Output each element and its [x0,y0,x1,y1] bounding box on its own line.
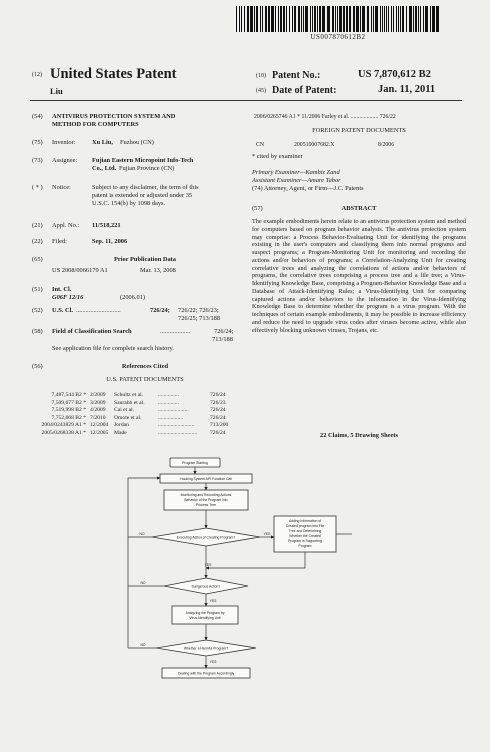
appl-tag: (21) [32,222,43,229]
label-monitor-2: Behavior of the Program into [184,498,228,502]
reference-date: 2/2009 [90,392,106,398]
assistant-examiner: Assistant Examiner—Amare Tabor [252,177,341,184]
label-program-starting: Program Starting [182,461,208,465]
doc-type: United States Patent [50,66,177,82]
uscl-tag: (52) [32,307,43,314]
notice-label: Notice: [52,184,71,191]
date-label: Date of Patent: [272,85,337,96]
reference-date: 7/2010 [90,414,106,421]
reference-name: Schultz et al. [114,392,144,398]
reference-dots: ............... [158,399,179,406]
reference-num: 7,487,544 B2 * [51,392,86,398]
filed-label: Filed: [52,238,67,245]
reference-date: 4/2009 [90,407,106,413]
intcl-code: G06F 12/16 [52,294,84,301]
prior-tag: (65) [32,256,43,263]
intcl-label: Int. Cl. [52,286,72,293]
reference-date: 12/2005 [90,429,109,436]
node-analyzing [172,606,238,624]
label-monitor-1: Monitoring and Recording Actions [180,493,232,497]
label-adding-2: Created program into File [285,524,325,528]
abstract-body: The example embodiments herein relate to an antivirus protection system and method for computers based on program behavior analysis. The antivirus protection system may comprise: a Process Behavior-Evaluating Unit for identifying the programs existing in the user's computers and classifying them into normal programs and suspect programs; a Program-Monitoring Unit for monitoring and recording the actions and/or behaviors of programs; a Correlation-Analyzing Unit for creating correlative trees and analyzing the correlations of actions and/or behaviors of programs, the correlative trees comprising a process tree and a file tree; a Virus-Identifying Knowledge Base, comprising a Program-Behavior Knowledge Base and a Database of Attack-Identifying Rules; a Virus-Identifying Unit for comparing captured actions and/or behaviors to the information in the Virus-Identifying Knowledge Base to determine whether the program is a virus program. With the techniques of certain example embodiments, it may be possible to increase efficiency and reduce the need to upgrade virus codes after viruses become active, while also effectively blocking unknown viruses, Trojans, etc. [252,218,466,334]
uscl-main: 726/24; [150,307,170,314]
field-tag: (58) [32,328,43,335]
abstract-heading: ABSTRACT [341,205,377,212]
field-label: Field of Classification Search [52,328,132,335]
reference-cls: 726/24 [210,429,226,436]
reference-date: 3/2009 [90,399,106,406]
label-yes-exec: YES [263,532,271,536]
reference-num: 7,509,677 B2 * [51,399,86,406]
label-analyzing-1: Analyzing the Program by [185,611,225,615]
uscl-rest-2: 726/25; 713/188 [178,315,221,322]
uscl-dots: ............................ [76,307,121,314]
reference-name: Made [114,429,127,436]
reference-dots: ...................... [158,407,189,413]
label-yes-3: YES [209,660,217,664]
label-hooking: Hooking System API Function Call [180,477,232,481]
reference-dots: ............... [158,392,179,398]
patent-date: Jan. 11, 2011 [378,84,436,95]
label-dealing: Dealing with the Program Accordingly [177,671,235,676]
notice-line-3: U.S.C. 154(b) by 1098 days. [92,200,166,207]
title-tag: (54) [32,113,43,120]
date-tag: (45) [256,88,266,94]
reference-num: 7,519,998 B2 * [51,407,86,413]
filed-date: Sep. 11, 2006 [92,238,128,245]
label-adding-3: Tree and Determining [288,529,322,533]
reference-cls: 726/24 [210,414,226,421]
reference-date: 12/2004 [90,422,109,428]
reference-cls: 713/200 [210,422,229,428]
label-dangerous: Dangerous Action? [191,584,221,589]
refs-heading: References Cited [121,363,169,370]
notice-line-1: Subject to any disclaimer, the term of this [92,184,199,191]
reference-name: Jordan [114,422,129,428]
label-executing: Executing Action of Creating Program? [176,535,236,540]
label-monitor-3: Process Tree [196,503,216,507]
patent-number: US 7,870,612 B2 [358,69,431,80]
primary-examiner: Primary Examiner—Kambiz Zand [252,169,340,176]
inventor-location: Fuzhou (CN) [120,139,154,146]
refs-subheading: U.S. PATENT DOCUMENTS [106,376,184,383]
doc-type-tag: (12) [32,72,42,78]
intcl-year: (2006.01) [120,294,146,301]
edge-adding-return [206,552,305,568]
prior-publication: US 2008/0066179 A1 [52,267,108,274]
reference-dots: .................. [158,414,184,421]
label-adding-4: Whether the Created [289,534,321,538]
inventor-tag: (75) [32,139,43,146]
patent-no-tag: (10) [256,73,266,79]
label-adding-1: Adding Information of [288,519,322,523]
reference-name: Omote et al. [114,414,142,421]
attorney: (74) Attorney, Agent, or Firm—J.C. Patents [252,185,364,192]
reference-name: Cai et al. [114,407,135,413]
label-no-dangerous: NO [140,581,146,585]
label-adding-6: Program [298,544,312,548]
prior-heading: Prior Publication Data [113,256,176,263]
reference-dots: .......................... [158,422,195,428]
title-line-1: ANTIVIRUS PROTECTION SYSTEM AND [52,113,176,120]
label-analyzing-2: Virus-Identifying Unit [189,616,221,620]
assignee-line-1: Fujian Eastern Micropoint Info-Tech [92,157,194,164]
appl-number: 11/518,221 [92,222,121,229]
refs-tag: (56) [32,363,43,370]
foreign-date: 8/2006 [378,142,395,148]
assignee-tag: (73) [32,157,43,164]
field-value-2: 713/188 [212,336,233,343]
filed-tag: (22) [32,238,43,245]
label-yes-1: YES [204,563,212,567]
top-reference: 2006/0265746 A1 * 11/2006 Farley et al. ................... 726/22 [254,114,396,120]
reference-name: Saurabh et al. [114,399,145,406]
foreign-country: CN [256,142,265,148]
cited-note: * cited by examiner [252,153,303,160]
claims-count: 22 Claims, 5 Drawing Sheets [320,432,398,439]
assignee-label: Assignee: [52,157,78,164]
uscl-rest-1: 726/22; 726/23; [178,307,219,314]
prior-date: Mar. 13, 2008 [140,267,176,274]
field-note: See application file for complete search history. [52,345,174,352]
assignee-line-2-bold: Co., Ltd. [92,165,117,172]
barcode-number: US007870612B2 [310,33,366,41]
field-dots: ................... [160,328,191,335]
label-yes-2: YES [209,599,217,603]
uscl-label: U.S. Cl. [52,307,73,314]
reference-num: 7,752,668 B2 * [51,414,86,421]
inventor-label: Inventor: [52,139,76,146]
abstract-tag: (57) [252,205,263,212]
inventor-surname: Liu [50,86,63,96]
foreign-heading: FOREIGN PATENT DOCUMENTS [312,127,406,134]
intcl-tag: (51) [32,286,43,293]
reference-cls: 726/24 [210,392,226,398]
appl-label: Appl. No.: [52,222,80,229]
inventor-name: Xu Liu, [92,139,113,146]
reference-cls: 726/24 [210,407,226,413]
label-no-exec: NO [139,532,145,536]
notice-line-2: patent is extended or adjusted under 35 [92,192,193,199]
assignee-line-2: Fujian Province (CN) [119,165,175,172]
notice-tag: ( * ) [32,184,43,191]
reference-dots: ............................ [158,429,198,436]
reference-cls: 726/23 [210,399,226,406]
reference-num: 2005/0268338 A1 * [41,429,86,436]
edge-loop-back [128,478,160,537]
foreign-number: 200510007682.X [294,142,335,148]
label-no-harmful: NO [140,643,146,647]
label-adding-5: Program is Supporting [288,539,322,543]
field-value-1: 726/24; [214,328,234,335]
reference-num: 2004/0243829 A1 * [41,422,86,428]
label-harmful: Whether a Harmful Program? [183,646,229,651]
patent-no-label: Patent No.: [272,70,321,81]
title-line-2: METHOD FOR COMPUTERS [52,121,139,128]
